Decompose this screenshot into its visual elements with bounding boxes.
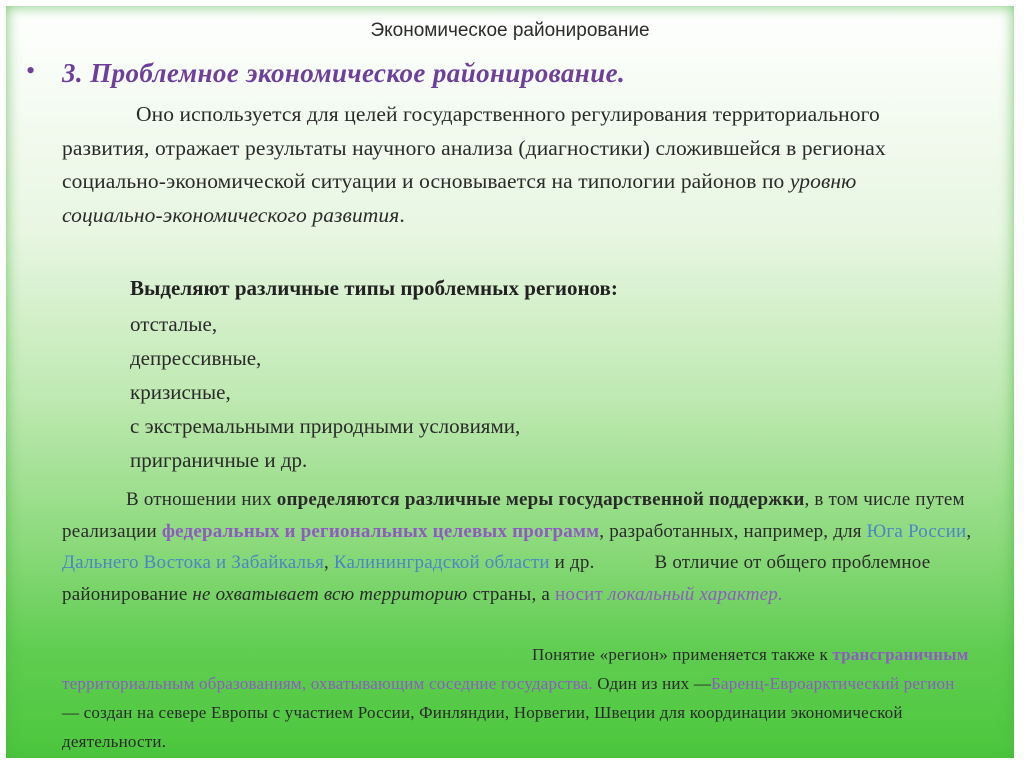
paragraph-definition-end: . — [399, 202, 405, 227]
slide-header: Экономическое районирование — [370, 20, 650, 41]
p3-text: — создан на севере Европы с участием России, Финляндии, Норвегии, Швеции для координации экономической деятельности. — [62, 703, 903, 751]
p2-text: и др. — [549, 552, 595, 573]
types-heading: Выделяют различные типы проблемных регионов: — [130, 276, 618, 300]
p2-bold: определяются различные меры государственной поддержки — [276, 489, 805, 510]
bullet-icon: • — [26, 56, 36, 85]
region-far-east: Дальнего Востока и Забайкалья — [62, 552, 325, 573]
p2-purple: носит — [554, 583, 604, 605]
p2-text: В отличие от общего проблемное районирование — [62, 552, 931, 605]
paragraph-definition-text: Оно используется для целей государственного регулирования территориального развития, отражает результаты научного анализа (диагностики) сложившейся в регионах социально-экономической ситуации и основывается на типологии районов по — [62, 102, 886, 193]
region-south-russia: Юга России — [866, 520, 967, 542]
p2-text: В отношении них — [126, 489, 277, 510]
paragraph-definition — [62, 98, 952, 232]
slide — [6, 6, 1014, 758]
p2-text: , — [966, 520, 972, 542]
slide-title: 3. Проблемное экономическое районирование. — [62, 58, 626, 88]
p2-text: , в том числе путем реализации — [62, 489, 965, 542]
p3-text: Один из них — — [592, 674, 712, 693]
type-item: отсталые, — [130, 312, 218, 336]
type-item: приграничные и др. — [130, 448, 308, 472]
p2-purple-italic: локальный характер. — [607, 583, 783, 605]
region-kaliningrad: Калининградской области — [333, 552, 550, 573]
paragraph-region — [62, 640, 974, 756]
type-item: депрессивные, — [130, 346, 262, 370]
type-item: с экстремальными природными условиями, — [130, 414, 521, 438]
p2-text: , — [324, 552, 334, 573]
p2-italic: не охватывает всю территорию — [192, 583, 468, 605]
p3-purple: территориальным образованиям, охватывающим соседние государства. — [62, 674, 593, 693]
p3-transborder: трансграничным — [832, 645, 969, 664]
paragraph-definition-italic: уровню социально-экономического развития — [62, 169, 857, 227]
p2-text: , разработанных, например, для — [599, 520, 867, 542]
type-item: кризисные, — [130, 380, 231, 404]
p3-text: Понятие «регион» применяется также к — [532, 645, 833, 664]
p2-programs-highlight: федеральных и региональных целевых программ — [161, 520, 600, 542]
region-barents: Баренц-Евроарктический регион — [711, 674, 955, 693]
p2-text: страны, а — [467, 583, 555, 605]
paragraph-support — [62, 484, 972, 610]
